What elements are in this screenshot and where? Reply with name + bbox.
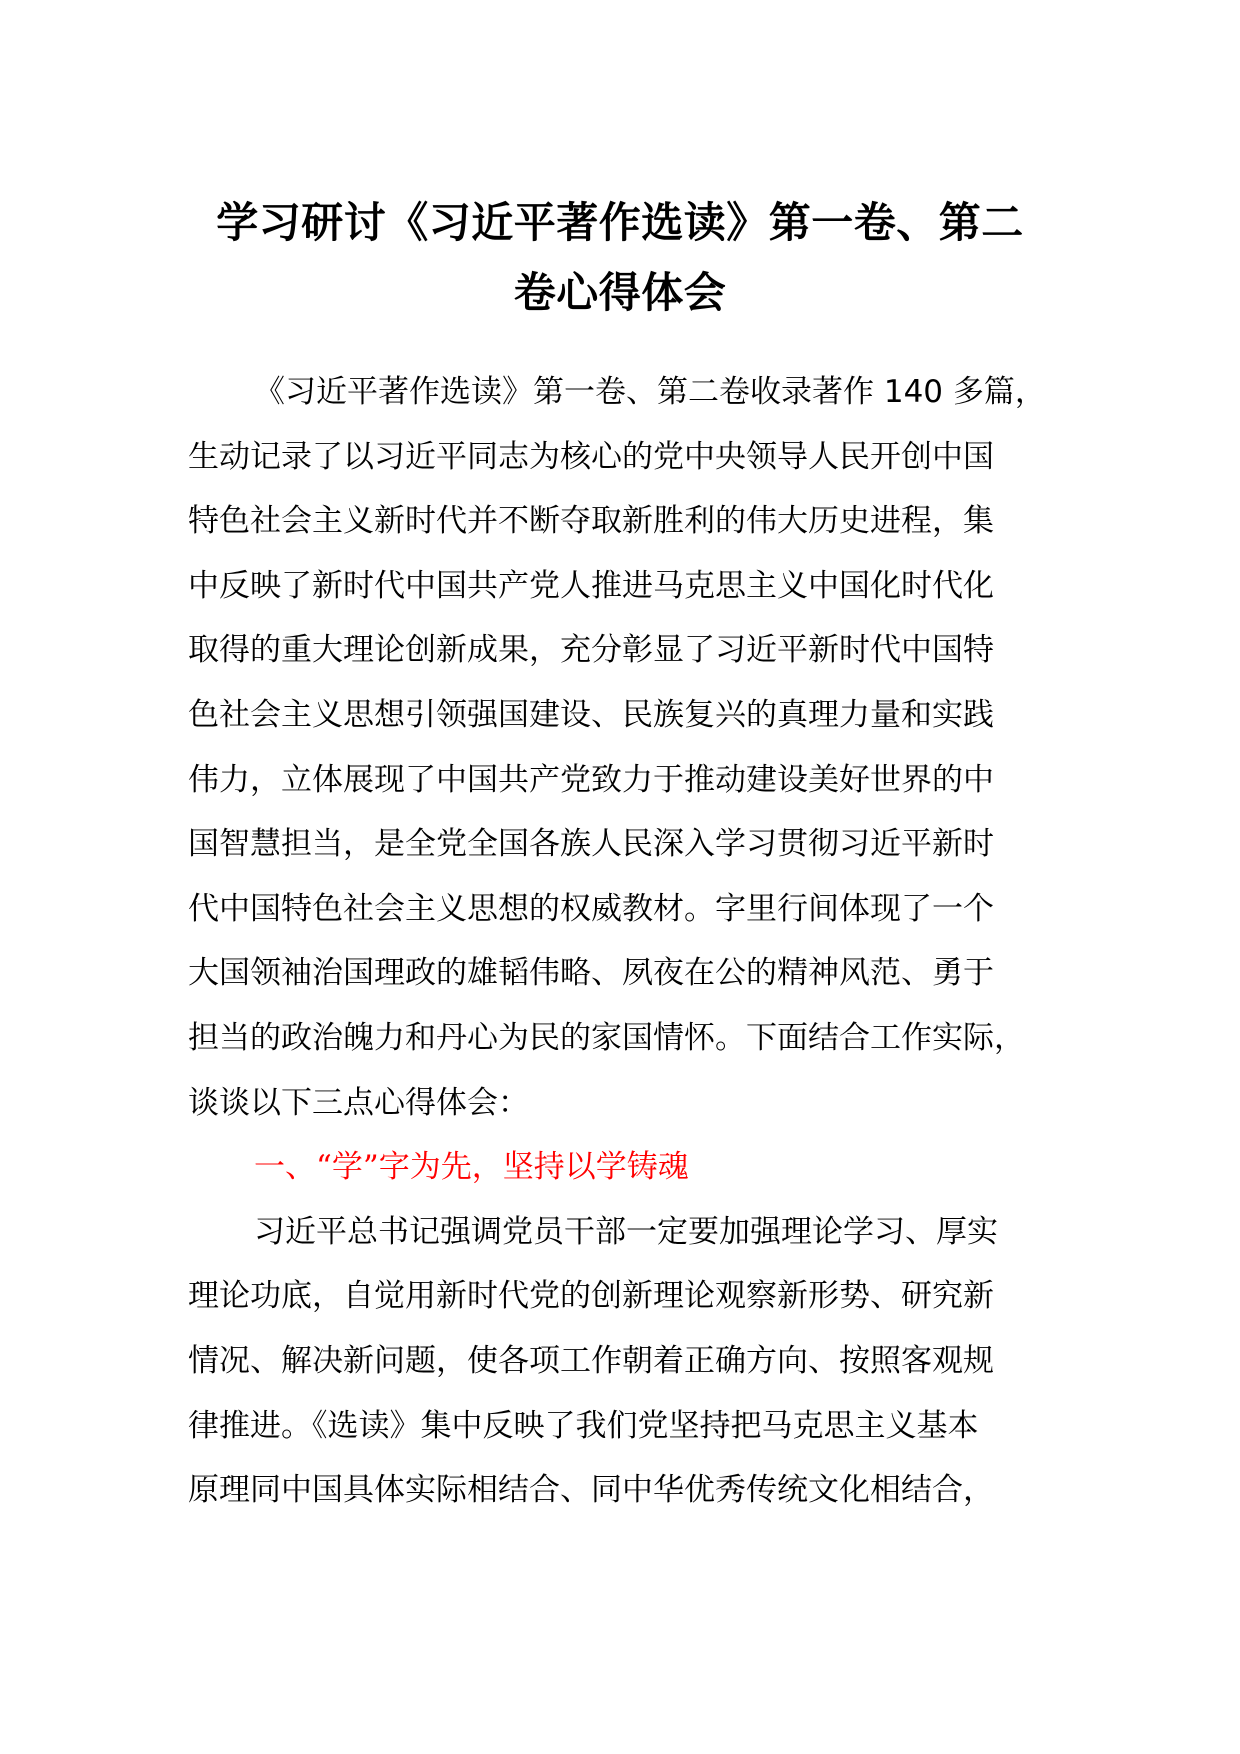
text-line: 习近平总书记强调党员干部一定要加强理论学习、厚实 <box>254 1213 998 1250</box>
document-body <box>188 360 1048 1523</box>
section-heading <box>188 1135 1048 1200</box>
text-line: 生动记录了以习近平同志为核心的党中央领导人民开创中国 <box>188 438 994 475</box>
text-line: 色社会主义思想引领强国建设、民族复兴的真理力量和实践 <box>188 696 994 733</box>
text-line: 律推进。《选读》集中反映了我们党坚持把马克思主义基本 <box>188 1407 979 1444</box>
text-line: 谈谈以下三点心得体会： <box>188 1084 529 1121</box>
text-line: 国智慧担当，是全党全国各族人民深入学习贯彻习近平新时 <box>188 826 994 863</box>
paragraph-section-1 <box>188 1200 1048 1523</box>
section-heading-text: 一、“学”字为先，坚持以学铸魂 <box>254 1149 689 1186</box>
title-line: 卷心得体会 <box>513 268 727 317</box>
text-line: 担当的政治魄力和丹心为民的家国情怀。下面结合工作实际， <box>188 1019 1025 1056</box>
text-line: 中反映了新时代中国共产党人推进马克思主义中国化时代化 <box>188 567 994 604</box>
text-line: 原理同中国具体实际相结合、同中华优秀传统文化相结合， <box>188 1472 994 1509</box>
text-line: 情况、解决新问题，使各项工作朝着正确方向、按照客观规 <box>188 1342 994 1379</box>
text-line: 大国领袖治国理政的雄韬伟略、夙夜在公的精神风范、勇于 <box>188 955 994 992</box>
document-title <box>188 188 1052 328</box>
text-line: 《习近平著作选读》第一卷、第二卷收录著作 140 多篇， <box>254 374 1046 410</box>
text-line: 特色社会主义新时代并不断夺取新胜利的伟大历史进程，集 <box>188 503 994 540</box>
text-line: 取得的重大理论创新成果，充分彰显了习近平新时代中国特 <box>188 632 994 669</box>
paragraph-intro <box>188 360 1048 1135</box>
text-line: 理论功底，自觉用新时代党的创新理论观察新形势、研究新 <box>188 1278 994 1315</box>
text-line: 伟力，立体展现了中国共产党致力于推动建设美好世界的中 <box>188 761 994 798</box>
title-line: 学习研讨《习近平著作选读》第一卷、第二 <box>216 198 1024 247</box>
text-line: 代中国特色社会主义思想的权威教材。字里行间体现了一个 <box>188 890 994 927</box>
